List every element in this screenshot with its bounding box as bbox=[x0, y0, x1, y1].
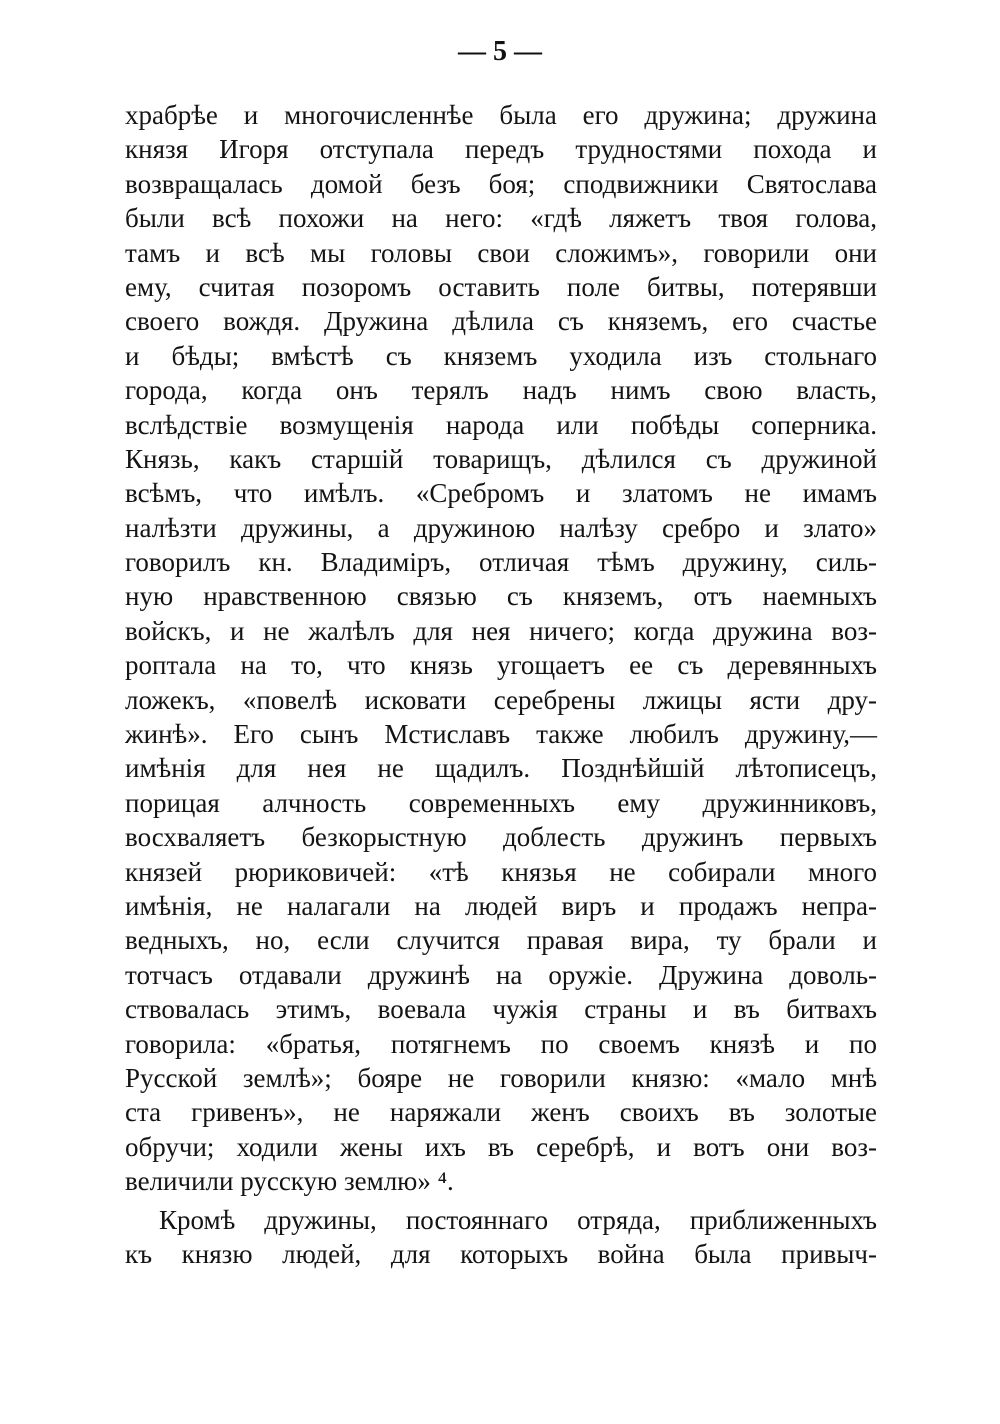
text-line: были всѣ похожи на него: «гдѣ ляжетъ твоя голова, bbox=[125, 203, 877, 234]
text-line: ста гривенъ», не наряжали женъ своихъ въ золотые bbox=[125, 1097, 877, 1128]
text-line: всѣмъ, что имѣлъ. «Сребромъ и златомъ не имамъ bbox=[125, 478, 877, 509]
text-line: ствовалась этимъ, воевала чужія страны и въ битвахъ bbox=[125, 994, 877, 1025]
text-line: имѣнія для нея не щадилъ. Позднѣйшій лѣтописецъ, bbox=[125, 753, 877, 784]
text-line: князей рюриковичей: «тѣ князья не собирали много bbox=[125, 856, 877, 887]
text-line: жинѣ». Его сынъ Мстиславъ также любилъ дружину,— bbox=[125, 719, 877, 750]
text-line: имѣнія, не налагали на людей виръ и продажъ непра- bbox=[125, 890, 877, 921]
text-line: обручи; ходили жены ихъ въ серебрѣ, и вотъ они воз- bbox=[125, 1131, 877, 1162]
text-line: Князь, какъ старшій товарищъ, дѣлился съ дружиной bbox=[125, 443, 877, 474]
text-line: говорила: «братья, потягнемъ по своемъ князѣ и по bbox=[125, 1028, 877, 1059]
body-text bbox=[125, 98, 877, 1271]
text-line: къ князю людей, для которыхъ война была привыч- bbox=[125, 1238, 877, 1269]
text-line: величили русскую землю» ⁴. bbox=[125, 1166, 454, 1197]
text-line: роптала на то, что князь угощаетъ ее съ деревянныхъ bbox=[125, 650, 877, 681]
text-line: города, когда онъ терялъ надъ нимъ свою власть, bbox=[125, 375, 877, 406]
paragraph-1 bbox=[125, 98, 877, 1199]
text-line: ведныхъ, но, если случится правая вира, ту брали и bbox=[125, 925, 877, 956]
text-line: и бѣды; вмѣстѣ съ княземъ уходила изъ стольнаго bbox=[125, 340, 877, 371]
text-line: Русской землѣ»; бояре не говорили князю: «мало мнѣ bbox=[125, 1062, 877, 1093]
text-line: говорилъ кн. Владимiръ, отличая тѣмъ дружину, силь- bbox=[125, 547, 877, 578]
text-line: войскъ, и не жалѣлъ для нея ничего; когда дружина воз- bbox=[125, 615, 877, 646]
text-line: налѣзти дружины, а дружиною налѣзу сребро и злато» bbox=[125, 512, 877, 543]
text-line: порицая алчность современныхъ ему дружинниковъ, bbox=[125, 787, 877, 818]
text-line: тотчасъ отдавали дружинѣ на оружіе. Дружина доволь- bbox=[125, 959, 877, 990]
paragraph-2 bbox=[125, 1203, 877, 1272]
text-line: своего вождя. Дружина дѣлила съ княземъ, его счастье bbox=[125, 306, 877, 337]
text-line: князя Игоря отступала передъ трудностями похода и bbox=[125, 134, 877, 165]
text-line: ную нравственною связью съ княземъ, отъ наемныхъ bbox=[125, 581, 877, 612]
page-number: — 5 — bbox=[458, 36, 542, 67]
text-line: тамъ и всѣ мы головы свои сложимъ», говорили они bbox=[125, 237, 877, 268]
text-line: восхваляетъ безкорыстную доблесть дружинъ первыхъ bbox=[125, 822, 877, 853]
text-line: Кромѣ дружины, постояннаго отряда, приближенныхъ bbox=[159, 1204, 877, 1235]
text-line: храбрѣе и многочисленнѣе была его дружина; дружина bbox=[125, 100, 877, 130]
text-line: ему, считая позоромъ оставить поле битвы, потерявши bbox=[125, 271, 877, 302]
text-line: вслѣдствіе возмущенія народа или побѣды соперника. bbox=[125, 409, 877, 440]
text-line: ложекъ, «повелѣ исковати серебрены лжицы ясти дру- bbox=[125, 684, 877, 715]
text-line: возвращалась домой безъ боя; сподвижники Святослава bbox=[125, 168, 877, 199]
